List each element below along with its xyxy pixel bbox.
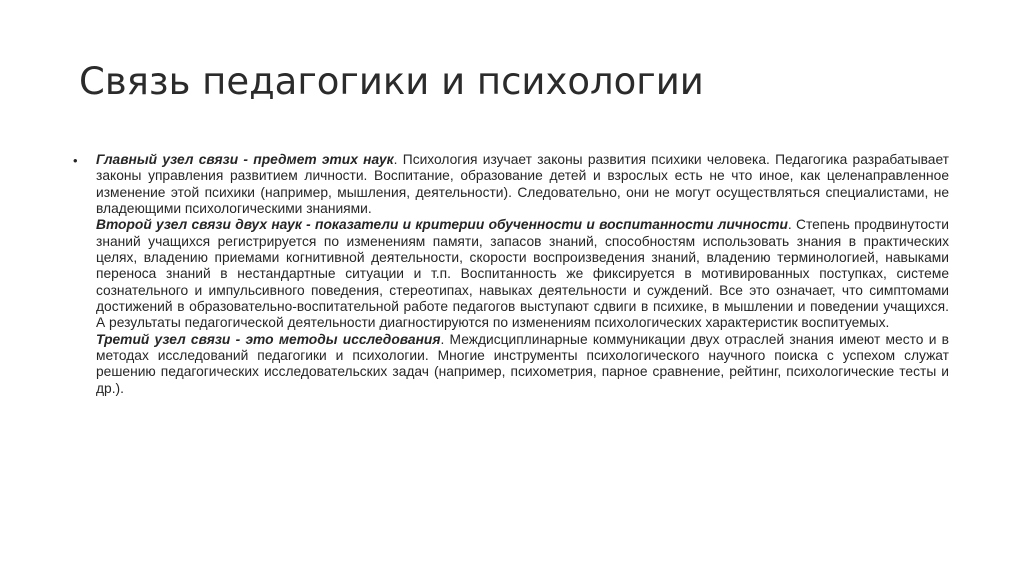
- paragraph-text: . Психология изучает законы развития психики человека. Педагогика разрабатывает законы управления развитием личности. Воспитание, образование детей и взрослых есть не что иное, как целенаправленное изменение этой психики (например, мышления, деятельности). Следовательно, они не могут осуществляться специалистами, не владеющими психологическими знаниями.: [96, 152, 949, 217]
- bullet-icon: •: [73, 153, 78, 168]
- body-text: [96, 152, 949, 397]
- paragraph-lead: Третий узел связи - это методы исследования: [96, 331, 441, 347]
- paragraph-text: . Междисциплинарные коммуникации двух отраслей знания имеют место и в методах исследований педагогики и психологии. Многие инструменты психологического научного поиска с успехом служат решению педагогических исследовательских задач (например, психометрия, парное сравнение, рейтинг, психологические тесты и др.).: [96, 331, 949, 396]
- paragraph-lead: Главный узел связи - предмет этих наук: [96, 152, 394, 167]
- paragraph-lead: Второй узел связи двух наук - показатели и критерии обученности и воспитанности личности: [96, 217, 788, 233]
- paragraph-text: . Степень продвинутости знаний учащихся регистрируется по изменениям памяти, запасов знаний, способностям использовать знания в практических целях, владению приемами когнитивной деятельности, скорости воспроизведения знаний, владению терминологией, навыками переноса знаний в нестандартные ситуации и т.п. Воспитанность же фиксируется в мотивированных поступках, системе сознательного и импульсивного поведения, стереотипах, навыках деятельности и суждений. Все это означает, что симптомами достижений в образовательно-воспитательной работе педагогов выступают сдвиги в психике, в мышлении и поведении учащихся. А результаты педагогической деятельности диагностируются по изменениям психологических характеристик воспитуемых.: [96, 217, 949, 331]
- paragraph-criteria: [96, 217, 949, 331]
- paragraph-methods: [96, 332, 949, 397]
- content-block: [73, 152, 949, 397]
- paragraph-subject: [96, 152, 949, 217]
- slide-title: Связь педагогики и психологии: [79, 60, 704, 103]
